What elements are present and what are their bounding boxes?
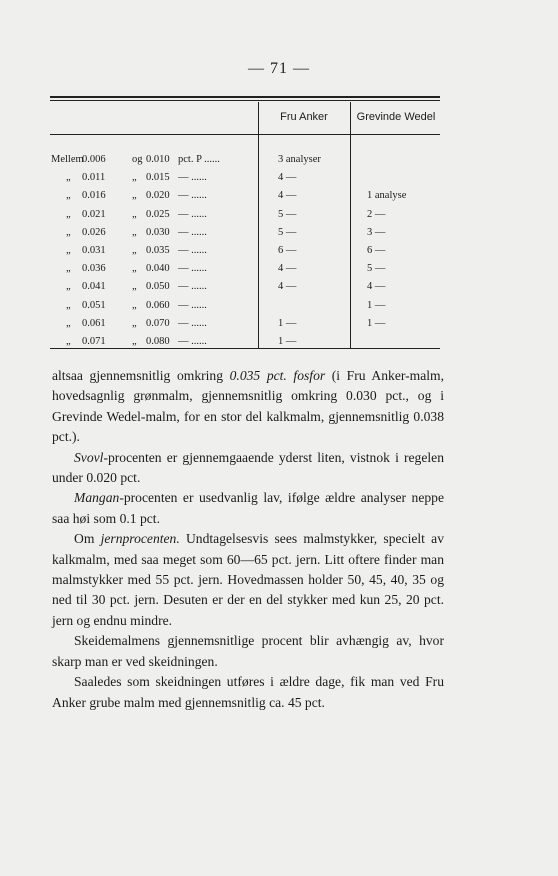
range-to: 0.080 <box>146 336 170 347</box>
table-row <box>0 336 558 354</box>
unit-leader: — ...... <box>178 226 207 238</box>
grevinde-wedel-count: 6 — <box>367 245 386 256</box>
grevinde-wedel-count: 1 — <box>367 317 386 329</box>
range-to: 0.035 <box>146 245 170 256</box>
fru-anker-count: 5 — <box>278 226 297 238</box>
grevinde-wedel-count: 1 analyse <box>367 190 407 202</box>
range-from: 0.031 <box>82 245 106 256</box>
paragraph-4: Om jernprocenten. Undtagelsesvis sees malmstykker, specielt av kalkmalm, med saa meget som 60—65 pct. jern. Litt oftere finder man malmstykker med 55 pct. jern. Hovedmassen holder 50, 45, 40, 35 og ned til 30 pct. jern. Desuten er der en del stykker med kun 25, 20 pct. jern og endnu mindre. <box>52 531 444 628</box>
range-conj: „ <box>132 190 137 202</box>
range-conj: og <box>132 154 143 165</box>
range-conj: „ <box>132 226 137 238</box>
fru-anker-count: 4 — <box>278 263 297 275</box>
grevinde-wedel-count: 2 — <box>367 208 386 220</box>
row-prefix: „ <box>66 245 71 256</box>
table-row <box>0 154 558 172</box>
fru-anker-count: 4 — <box>278 172 297 184</box>
table-row <box>0 209 558 227</box>
paragraph-6: Saaledes som skeidningen utføres i ældre dage, fik man ved Fru Anker grube malm med gjennemsnitlig ca. 45 pct. <box>52 674 444 710</box>
range-from: 0.006 <box>82 154 106 165</box>
range-to: 0.060 <box>146 299 170 311</box>
range-to: 0.050 <box>146 281 170 293</box>
table-row <box>0 300 558 318</box>
range-conj: „ <box>132 172 137 184</box>
table-row <box>0 318 558 336</box>
fru-anker-count: 1 — <box>278 317 297 329</box>
table-rule-header <box>50 134 440 135</box>
grevinde-wedel-count: 5 — <box>367 263 386 275</box>
fru-anker-count: 1 — <box>278 336 297 347</box>
fru-anker-count: 6 — <box>278 245 297 256</box>
range-from: 0.071 <box>82 336 106 347</box>
column-header-fru-anker: Fru Anker <box>280 111 328 123</box>
fru-anker-count: 4 — <box>278 281 297 293</box>
range-conj: „ <box>132 317 137 329</box>
row-prefix: „ <box>66 226 71 238</box>
table-row <box>0 281 558 299</box>
table-rule-top <box>50 96 440 98</box>
row-prefix: „ <box>66 263 71 275</box>
range-from: 0.016 <box>82 190 106 202</box>
column-header-grevinde-wedel: Grevinde Wedel <box>356 111 436 123</box>
range-to: 0.010 <box>146 154 170 165</box>
unit-leader: — ...... <box>178 281 207 293</box>
row-prefix: „ <box>66 317 71 329</box>
range-from: 0.041 <box>82 281 106 293</box>
paragraph-5: Skeidemalmens gjennemsnitlige procent blir avhængig av, hvor skarp man er ved skeidningen. <box>52 633 444 669</box>
unit-leader: — ...... <box>178 317 207 329</box>
range-from: 0.051 <box>82 299 106 311</box>
row-prefix: „ <box>66 172 71 184</box>
unit-leader: pct. P ...... <box>178 154 220 165</box>
paragraph-3: Mangan-procenten er usedvanlig lav, ifølge ældre analyser neppe saa høi som 0.1 pct. <box>52 490 444 526</box>
grevinde-wedel-count: 4 — <box>367 281 386 293</box>
row-prefix: „ <box>66 299 71 311</box>
unit-leader: — ...... <box>178 299 207 311</box>
range-to: 0.020 <box>146 190 170 202</box>
row-prefix: „ <box>66 190 71 202</box>
range-from: 0.021 <box>82 208 106 220</box>
range-from: 0.026 <box>82 226 106 238</box>
table-row <box>0 172 558 190</box>
range-conj: „ <box>132 336 137 347</box>
range-from: 0.061 <box>82 317 106 329</box>
range-to: 0.015 <box>146 172 170 184</box>
unit-leader: — ...... <box>178 208 207 220</box>
range-to: 0.070 <box>146 317 170 329</box>
range-from: 0.036 <box>82 263 106 275</box>
range-conj: „ <box>132 263 137 275</box>
range-to: 0.030 <box>146 226 170 238</box>
unit-leader: — ...... <box>178 172 207 184</box>
grevinde-wedel-count: 3 — <box>367 226 386 238</box>
table-row <box>0 190 558 208</box>
body-text <box>52 366 444 713</box>
table-rule-top-thin <box>50 100 440 101</box>
range-to: 0.040 <box>146 263 170 275</box>
range-conj: „ <box>132 299 137 311</box>
unit-leader: — ...... <box>178 190 207 202</box>
paragraph-2: Svovl-procenten er gjennemgaaende yderst liten, vistnok i regelen under 0.020 pct. <box>52 449 444 486</box>
table-row <box>0 227 558 245</box>
unit-leader: — ...... <box>178 263 207 275</box>
row-prefix: „ <box>66 281 71 293</box>
range-conj: „ <box>132 245 137 256</box>
fru-anker-count: 5 — <box>278 208 297 220</box>
table-row <box>0 263 558 281</box>
row-prefix: „ <box>66 208 71 220</box>
row-prefix: „ <box>66 336 71 347</box>
fru-anker-count: 4 — <box>278 190 297 202</box>
unit-leader: — ...... <box>178 245 207 256</box>
range-conj: „ <box>132 281 137 293</box>
table-row <box>0 245 558 263</box>
grevinde-wedel-count: 1 — <box>367 299 386 311</box>
range-from: 0.011 <box>82 172 106 184</box>
unit-leader: — ...... <box>178 336 207 347</box>
range-to: 0.025 <box>146 208 170 220</box>
range-conj: „ <box>132 208 137 220</box>
page-number: — 71 — <box>248 60 310 77</box>
paragraph-1: altsaa gjennemsnitlig omkring 0.035 pct. fosfor (i Fru Anker-malm, hovedsagnlig grønmalm, gjennemsnitlig omkring 0.030 pct., og i Grevinde Wedel-malm, for en stor del kalkmalm, gjennemsnitlig 0.038 pct.). <box>52 368 444 445</box>
row-prefix: Mellem <box>51 154 84 165</box>
fru-anker-count: 3 analyser <box>278 154 321 165</box>
